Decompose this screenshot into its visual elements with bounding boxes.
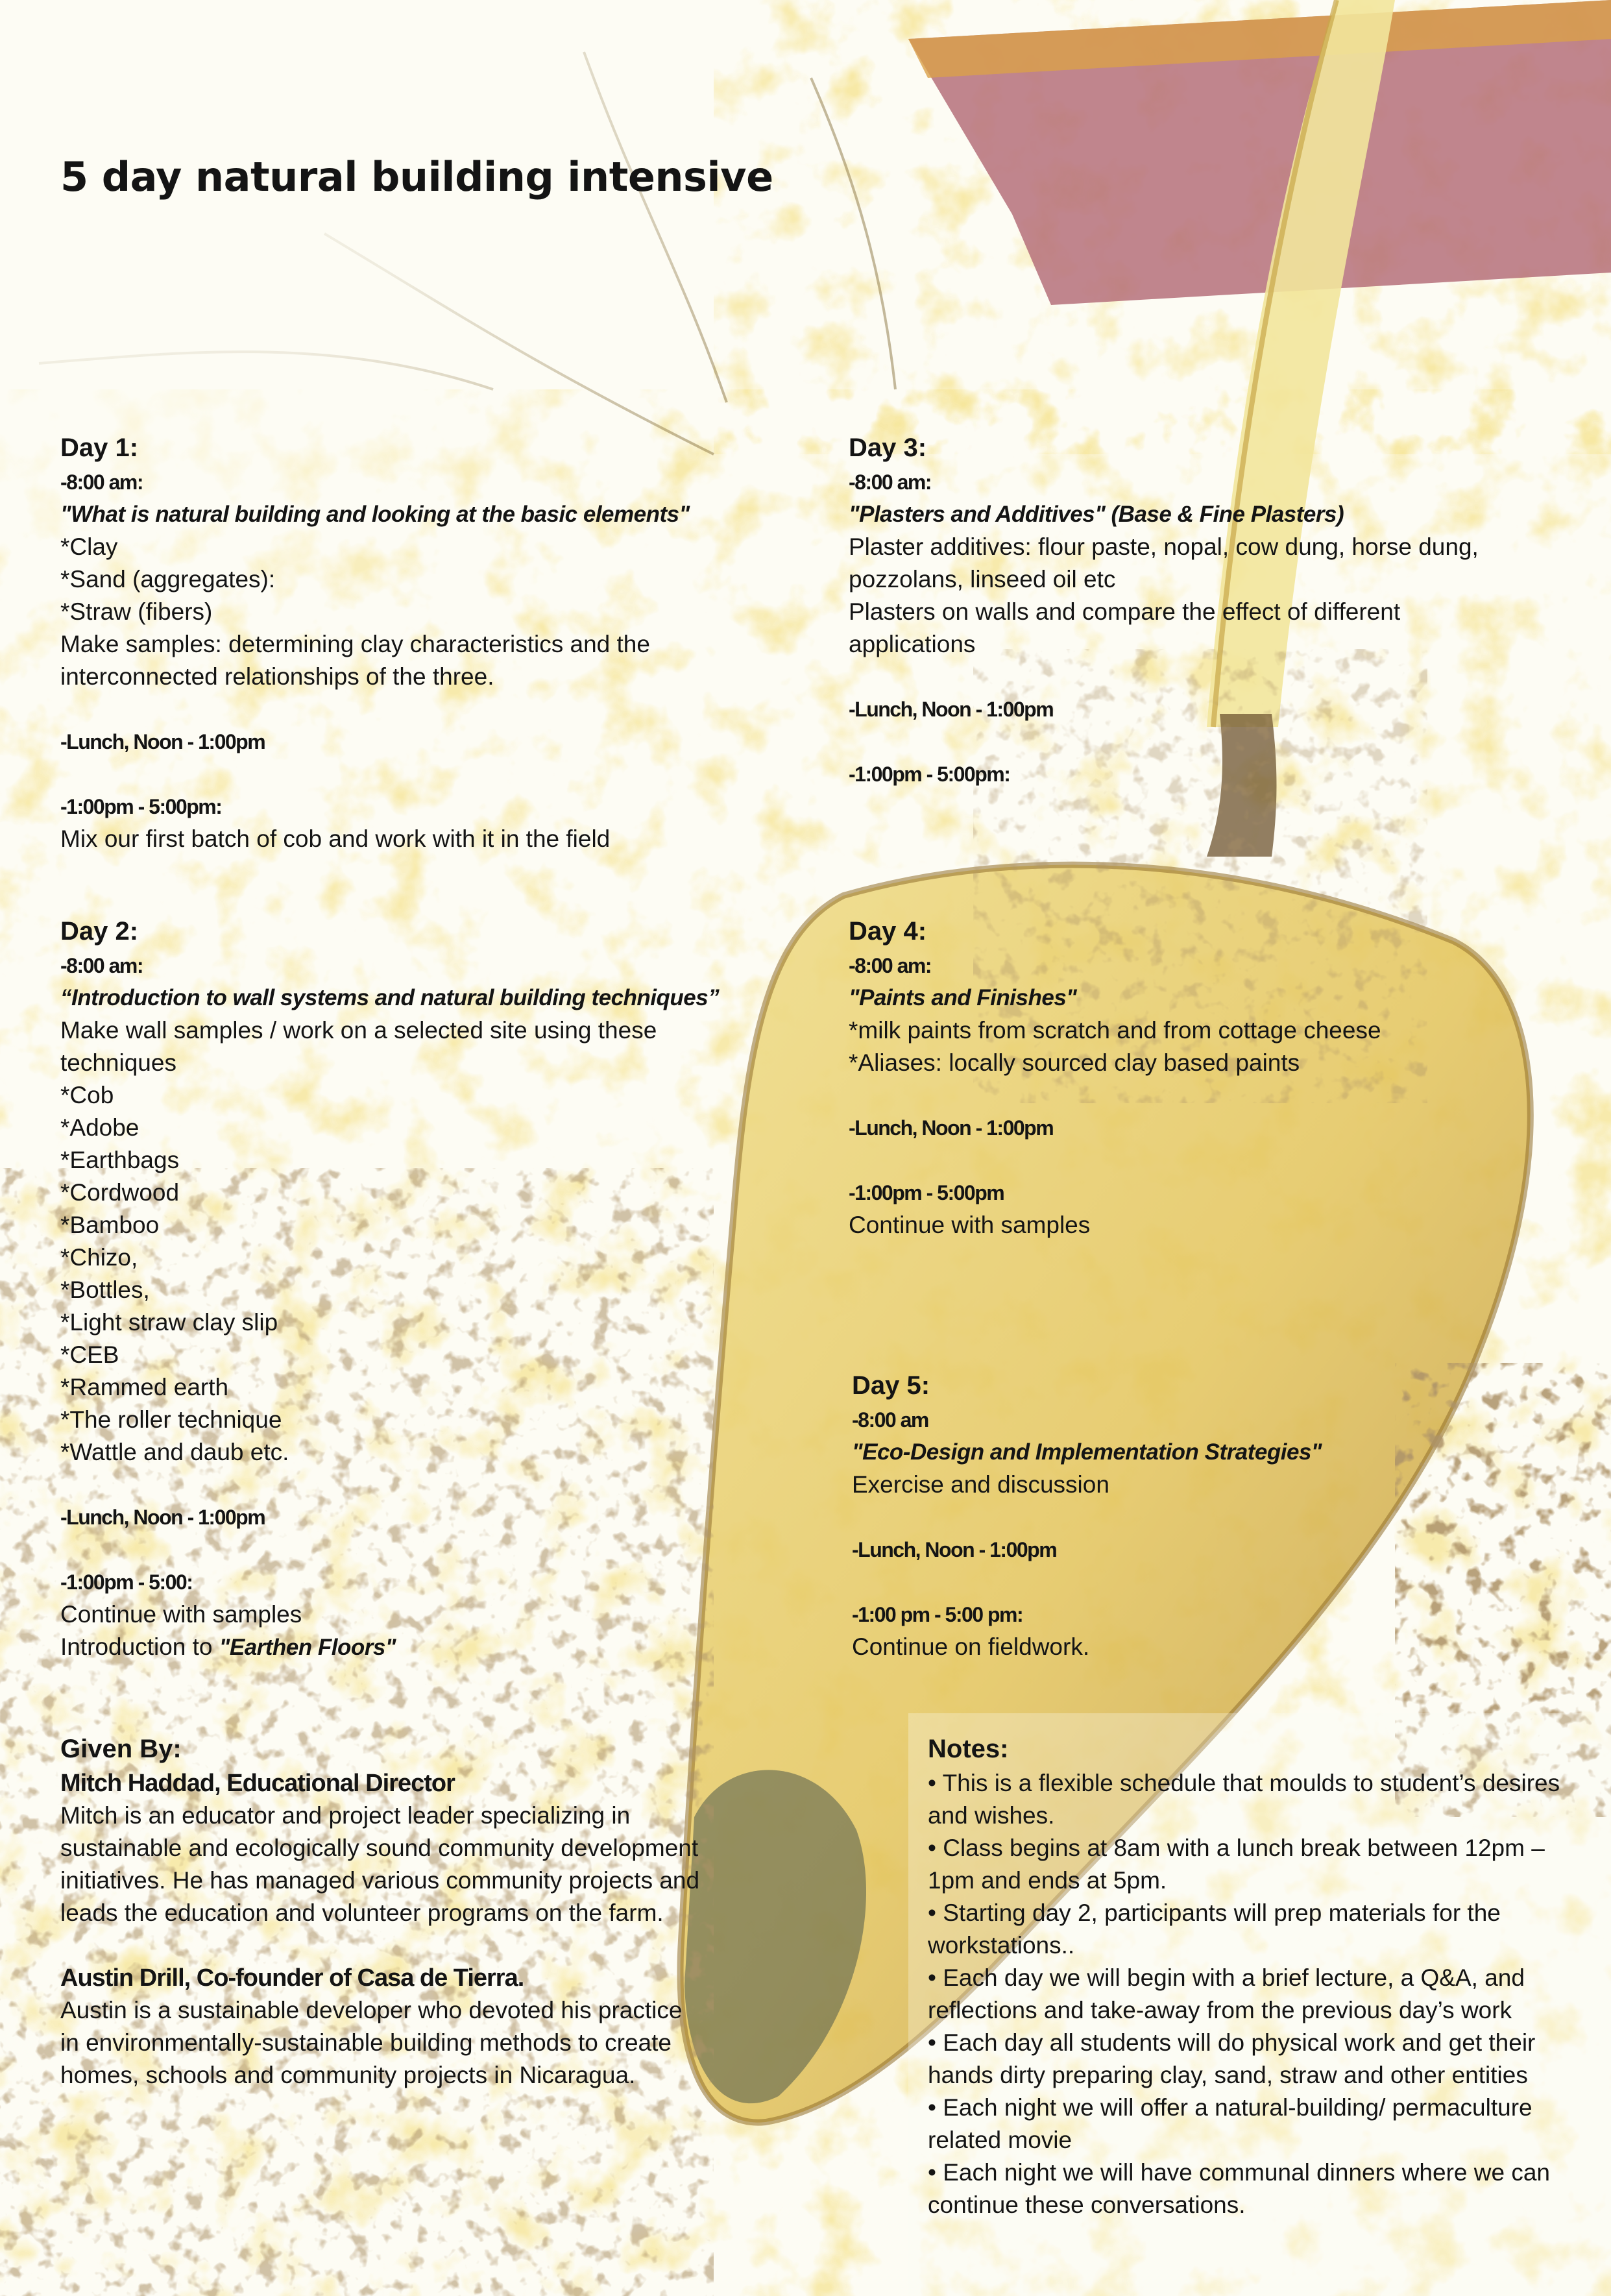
afternoon-time: -1:00pm - 5:00pm: — [849, 763, 1010, 786]
list-item: *The roller technique — [60, 1406, 282, 1433]
list-item: *Light straw clay slip — [60, 1309, 278, 1336]
day-title: Day 2: — [60, 917, 139, 946]
afternoon-time: -1:00pm - 5:00pm: — [60, 795, 222, 818]
list-item: Continue on fieldwork. — [852, 1633, 1090, 1660]
list-item: Make samples: determining clay characteristics and the interconnected relationships of the three. — [60, 631, 650, 690]
morning-time: -8:00 am — [852, 1408, 928, 1432]
list-item: *Bamboo — [60, 1212, 160, 1238]
instructor-name: Mitch Haddad, Educational Director — [60, 1770, 455, 1797]
list-item: Continue with samples — [60, 1601, 302, 1628]
list-item: *milk paints from scratch and from cottage cheese — [849, 1017, 1381, 1044]
list-item: Plaster additives: flour paste, nopal, cow dung, horse dung, pozzolans, linseed oil etc — [849, 533, 1479, 592]
list-item: • Each night we will offer a natural-building/ permaculture related movie — [928, 2094, 1532, 2153]
morning-time: -8:00 am: — [60, 954, 143, 977]
intro-topic: "Earthen Floors" — [219, 1635, 396, 1660]
list-item: *Rammed earth — [60, 1374, 229, 1400]
list-item — [60, 1631, 793, 1664]
day-5-section — [852, 1367, 1566, 1663]
morning-topic: “Introduction to wall systems and natural building techniques” — [60, 985, 720, 1010]
afternoon-time: -1:00pm - 5:00pm — [849, 1181, 1004, 1204]
notes-section — [928, 1731, 1577, 2221]
given-by-section — [60, 1731, 703, 2092]
list-item: • Class begins at 8am with a lunch break between 12pm – 1pm and ends at 5pm. — [928, 1835, 1545, 1894]
list-item: Make wall samples / work on a selected site using these techniques — [60, 1017, 657, 1076]
list-item: *Clay — [60, 533, 118, 560]
morning-time: -8:00 am: — [849, 470, 931, 494]
lunch-time: -Lunch, Noon - 1:00pm — [849, 698, 1054, 721]
list-item: • Starting day 2, participants will prep materials for the workstations.. — [928, 1899, 1501, 1959]
day-title: Day 3: — [849, 434, 927, 462]
lunch-time: -Lunch, Noon - 1:00pm — [60, 1506, 265, 1529]
morning-topic: "Paints and Finishes" — [849, 985, 1077, 1010]
lunch-time: -Lunch, Noon - 1:00pm — [849, 1116, 1054, 1140]
list-item: Continue with samples — [849, 1212, 1091, 1238]
page-title: 5 day natural building intensive — [60, 153, 773, 201]
list-item: • This is a flexible schedule that moulds to student’s desires and wishes. — [928, 1770, 1560, 1829]
day-title: Day 1: — [60, 434, 139, 462]
instructor-bio: Austin is a sustainable developer who devoted his practice in environmentally-sustainable building methods to create homes, schools and community projects in Nicaragua. — [60, 1997, 683, 2088]
morning-time: -8:00 am: — [849, 954, 931, 977]
given-by-heading: Given By: — [60, 1735, 182, 1763]
list-item: *Adobe — [60, 1114, 139, 1141]
day-3-section — [849, 430, 1562, 790]
lunch-time: -Lunch, Noon - 1:00pm — [60, 730, 265, 753]
list-item: *Bottles, — [60, 1276, 150, 1303]
list-item: *Chizo, — [60, 1244, 138, 1271]
list-item: • Each night we will have communal dinners where we can continue these conversations. — [928, 2159, 1550, 2218]
morning-topic: "Plasters and Additives" (Base & Fine Plasters) — [849, 502, 1344, 527]
notes-list — [928, 1767, 1577, 2221]
list-item: *Aliases: locally sourced clay based paints — [849, 1049, 1300, 1076]
list-item: *Earthbags — [60, 1147, 180, 1173]
list-item: *Wattle and daub etc. — [60, 1439, 289, 1465]
list-item: *Sand (aggregates): — [60, 566, 276, 592]
list-item: Mix our first batch of cob and work with it in the field — [60, 825, 611, 852]
list-item: Plasters on walls and compare the effect of different applications — [849, 598, 1401, 657]
day-title: Day 4: — [849, 917, 927, 946]
intro-prefix: Introduction to — [60, 1633, 219, 1660]
morning-topic: "What is natural building and looking at the basic elements" — [60, 502, 690, 527]
list-item: • Each day we will begin with a brief lecture, a Q&A, and reflections and take-away from the previous day’s work — [928, 1964, 1525, 2023]
day-2-section — [60, 913, 793, 1664]
notes-heading: Notes: — [928, 1735, 1009, 1763]
list-item: Exercise and discussion — [852, 1471, 1109, 1498]
list-item: *Straw (fibers) — [60, 598, 213, 625]
afternoon-time: -1:00pm - 5:00: — [60, 1570, 193, 1594]
list-item: *Cob — [60, 1082, 114, 1108]
list-item: • Each day all students will do physical work and get their hands dirty preparing clay, sand, straw and other entities — [928, 2029, 1536, 2088]
instructor-name: Austin Drill, Co-founder of Casa de Tierra. — [60, 1964, 524, 1992]
morning-time: -8:00 am: — [60, 470, 143, 494]
instructor-bio: Mitch is an educator and project leader specializing in sustainable and ecologically sound community development initiatives. He has managed various community projects and leads the education and volunteer programs on the farm. — [60, 1802, 700, 1926]
lunch-time: -Lunch, Noon - 1:00pm — [852, 1538, 1057, 1561]
day-1-section — [60, 430, 793, 855]
list-item: *CEB — [60, 1341, 119, 1368]
day-title: Day 5: — [852, 1371, 930, 1400]
day-4-section — [849, 913, 1562, 1241]
afternoon-time: -1:00 pm - 5:00 pm: — [852, 1603, 1023, 1626]
list-item: *Cordwood — [60, 1179, 180, 1206]
morning-topic: "Eco-Design and Implementation Strategies" — [852, 1439, 1322, 1465]
